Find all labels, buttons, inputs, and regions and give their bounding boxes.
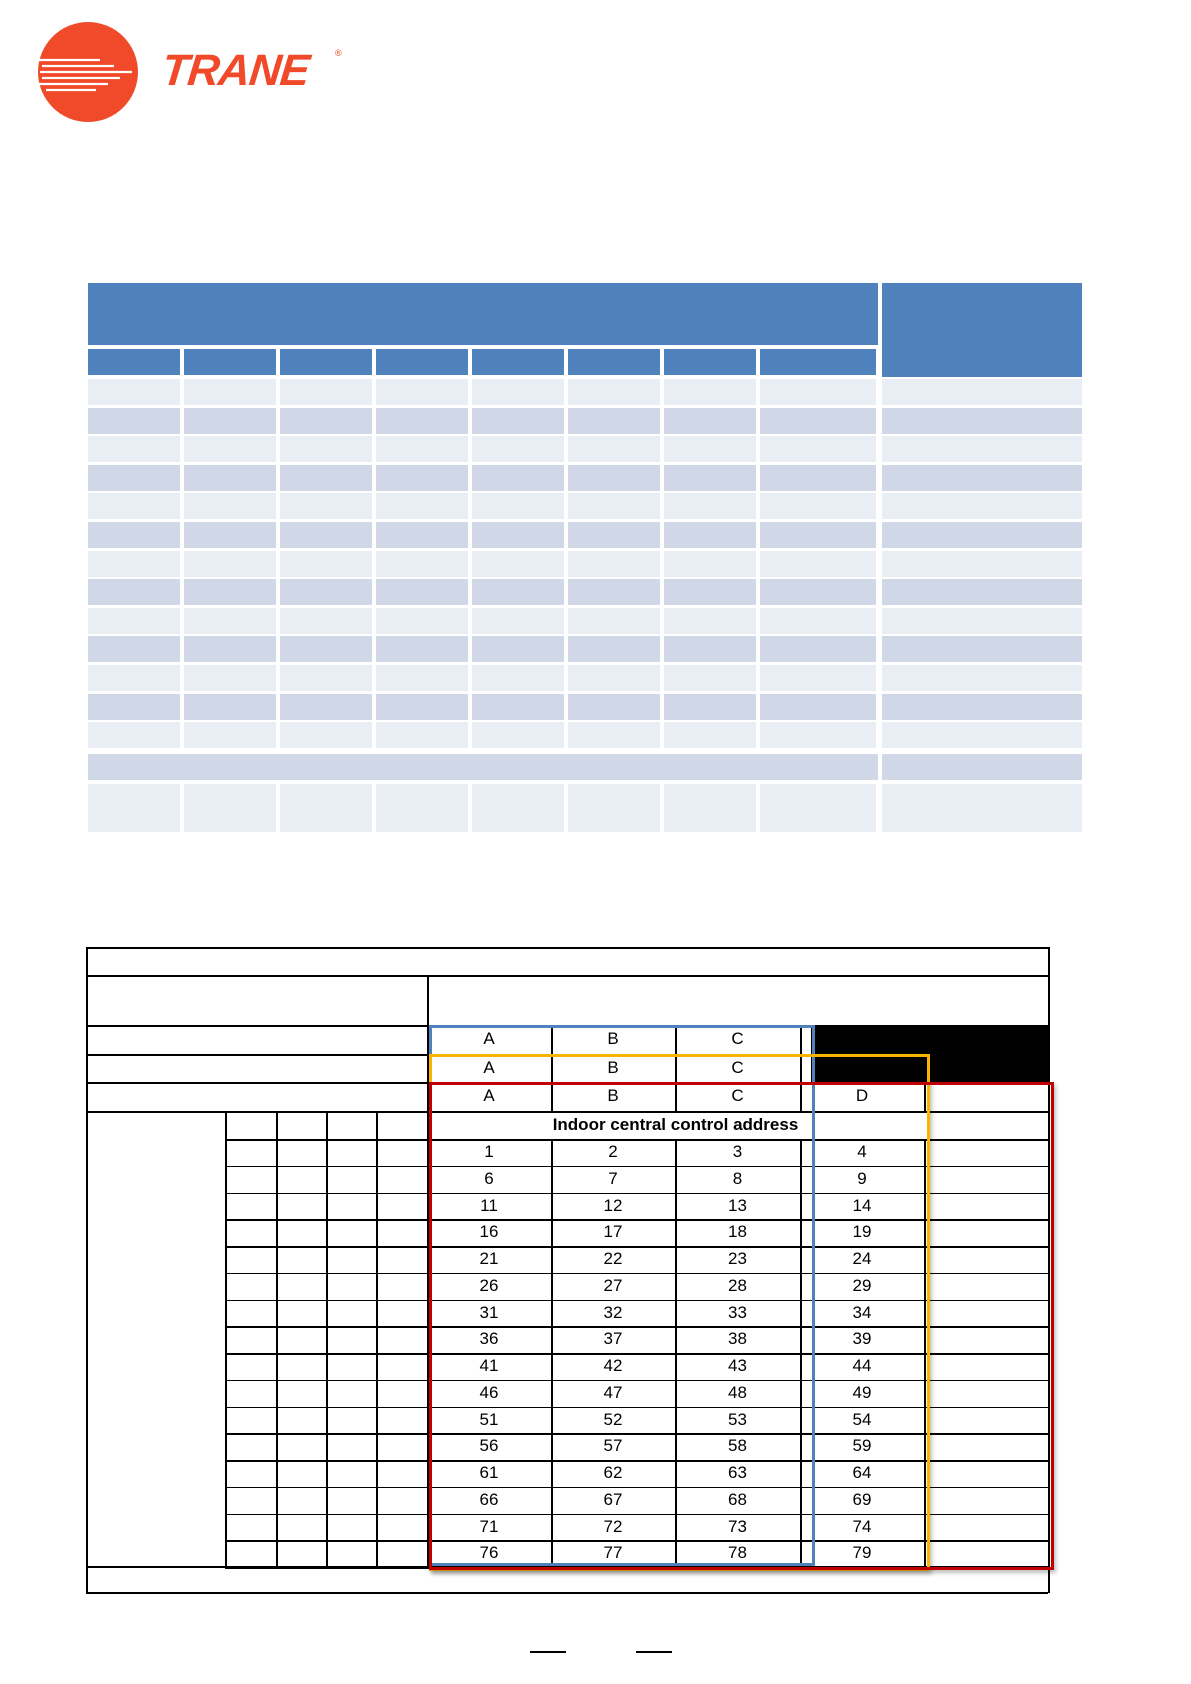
capacity-table-cell (472, 579, 564, 605)
capacity-table-cell (280, 408, 372, 434)
capacity-table-header (88, 283, 878, 345)
brand-wordmark: TRANE (159, 46, 312, 95)
address-cell: 69 (852, 1489, 872, 1509)
capacity-table-cell (184, 665, 276, 691)
row-line (86, 975, 1048, 977)
address-cell: 59 (852, 1436, 872, 1456)
address-cell: 71 (479, 1516, 499, 1536)
capacity-table-cell (88, 784, 180, 832)
capacity-table-cell (882, 522, 1082, 548)
address-cell: 38 (728, 1329, 747, 1349)
capacity-table-cell (88, 379, 180, 405)
address-cell: 31 (479, 1302, 499, 1322)
capacity-table-cell (664, 465, 756, 491)
capacity-table-cell (88, 636, 180, 662)
col-line (326, 1111, 328, 1566)
capacity-table-cell (376, 522, 468, 548)
address-cell: 7 (608, 1168, 618, 1188)
address-cell: 58 (728, 1436, 747, 1456)
address-cell: 26 (479, 1275, 499, 1295)
group-label: C (731, 1058, 744, 1077)
address-cell: 64 (852, 1463, 872, 1482)
capacity-table-cell (88, 722, 180, 748)
capacity-table-cell (184, 551, 276, 577)
address-cell: 56 (479, 1436, 499, 1456)
capacity-table-cell (760, 408, 876, 434)
capacity-table-cell (760, 694, 876, 720)
address-cell: 18 (728, 1222, 747, 1242)
capacity-table-cell (280, 608, 372, 634)
capacity-table-cell (760, 608, 876, 634)
address-cell: 8 (732, 1168, 743, 1188)
address-cell: 21 (479, 1249, 499, 1268)
capacity-table-cell (760, 636, 876, 662)
group-label: B (607, 1058, 619, 1077)
capacity-table-cell (882, 465, 1082, 491)
capacity-table-cell (280, 579, 372, 605)
address-cell: 42 (603, 1356, 623, 1375)
capacity-table-cell (664, 379, 756, 405)
group-label: A (483, 1029, 495, 1048)
address-cell: 43 (728, 1356, 747, 1375)
address-cell: 9 (857, 1168, 867, 1188)
capacity-table-cell (376, 784, 468, 832)
capacity-table-cell (760, 465, 876, 491)
capacity-table-cell (664, 722, 756, 748)
address-cell: 49 (852, 1382, 872, 1402)
group-label: A (483, 1058, 495, 1077)
address-cell: 53 (728, 1409, 747, 1429)
capacity-table-cell (664, 694, 756, 720)
registered-mark: ® (335, 48, 342, 58)
capacity-table-cell (88, 694, 180, 720)
address-cell: 41 (479, 1356, 499, 1375)
capacity-table-cell (882, 408, 1082, 434)
capacity-table-cell (376, 408, 468, 434)
capacity-table-cell (568, 579, 660, 605)
address-cell: 2 (608, 1142, 618, 1161)
capacity-table-cell (760, 436, 876, 462)
capacity-table-cell (882, 784, 1082, 832)
capacity-table-cell (568, 665, 660, 691)
capacity-table-subheader-cell (664, 349, 756, 375)
capacity-table-cell (376, 379, 468, 405)
address-cell: 74 (852, 1516, 872, 1536)
capacity-table-cell (664, 665, 756, 691)
capacity-table-cell (184, 694, 276, 720)
capacity-table-cell (472, 784, 564, 832)
capacity-table-cell (882, 608, 1082, 634)
capacity-table-cell (280, 694, 372, 720)
address-cell: 54 (852, 1409, 872, 1429)
capacity-table-cell (568, 551, 660, 577)
capacity-table-cell (664, 579, 756, 605)
address-cell: 17 (603, 1222, 623, 1242)
address-cell: 44 (852, 1356, 872, 1375)
capacity-table-cell (882, 665, 1082, 691)
address-cell: 29 (852, 1275, 872, 1295)
address-cell: 57 (603, 1436, 623, 1456)
capacity-table-summary-cell (882, 754, 1082, 780)
address-cell: 16 (479, 1222, 499, 1242)
capacity-table-cell (88, 408, 180, 434)
address-cell: 63 (728, 1463, 747, 1482)
address-cell: 4 (857, 1142, 867, 1161)
capacity-table-cell (472, 493, 564, 519)
address-cell: 6 (484, 1168, 494, 1188)
address-cell: 77 (603, 1543, 623, 1563)
capacity-table-cell (376, 579, 468, 605)
capacity-table-cell (882, 379, 1082, 405)
address-cell: 72 (603, 1516, 623, 1536)
capacity-table-cell (472, 551, 564, 577)
capacity-table-cell (882, 493, 1082, 519)
capacity-table-cell (184, 436, 276, 462)
address-cell: 3 (732, 1142, 743, 1161)
capacity-table-cell (760, 579, 876, 605)
capacity-table-cell (280, 665, 372, 691)
signature-line-left (530, 1651, 566, 1653)
capacity-table-cell (472, 379, 564, 405)
capacity-table-cell (376, 551, 468, 577)
capacity-table-cell (664, 436, 756, 462)
capacity-table-cell (376, 493, 468, 519)
capacity-table-cell (882, 636, 1082, 662)
capacity-table-cell (88, 665, 180, 691)
capacity-table-cell (184, 408, 276, 434)
capacity-table-cell (760, 379, 876, 405)
capacity-table-cell (88, 493, 180, 519)
capacity-table-cell (568, 465, 660, 491)
capacity-table-cell (760, 722, 876, 748)
address-cell: 62 (603, 1463, 623, 1482)
capacity-table-cell (568, 694, 660, 720)
table-border-top (86, 947, 1048, 949)
capacity-table-cell (184, 493, 276, 519)
capacity-table-cell (882, 436, 1082, 462)
capacity-table-cell (280, 379, 372, 405)
capacity-table-cell (280, 636, 372, 662)
address-cell: 14 (852, 1195, 872, 1215)
capacity-table-subheader-cell (568, 349, 660, 375)
address-cell: 39 (852, 1329, 872, 1349)
address-cell: 28 (728, 1275, 747, 1295)
capacity-table-cell (882, 551, 1082, 577)
group-label: A (483, 1086, 495, 1105)
capacity-table-cell (664, 636, 756, 662)
capacity-table-cell (568, 379, 660, 405)
frame-red (429, 1082, 1054, 1570)
capacity-table-cell (376, 722, 468, 748)
capacity-table-cell (376, 694, 468, 720)
capacity-table-cell (376, 636, 468, 662)
capacity-table-cell (184, 522, 276, 548)
group-label: B (607, 1086, 619, 1105)
capacity-table-cell (568, 636, 660, 662)
capacity-table-cell (184, 784, 276, 832)
address-cell: 61 (479, 1463, 499, 1482)
capacity-table-cell (568, 493, 660, 519)
capacity-table-cell (568, 408, 660, 434)
capacity-table-cell (664, 493, 756, 519)
capacity-table-cell (376, 436, 468, 462)
capacity-table-cell (664, 784, 756, 832)
capacity-table-cell (760, 551, 876, 577)
col-line (276, 1111, 278, 1566)
capacity-table-cell (568, 722, 660, 748)
address-cell: 47 (603, 1382, 623, 1402)
capacity-table-summary-row (88, 754, 878, 780)
capacity-table-subheader-cell (472, 349, 564, 375)
address-cell: 68 (728, 1489, 747, 1509)
capacity-table-cell (568, 522, 660, 548)
capacity-table-cell (472, 408, 564, 434)
capacity-table-cell (280, 465, 372, 491)
capacity-table-cell (472, 694, 564, 720)
capacity-table-cell (88, 608, 180, 634)
group-label: C (731, 1086, 744, 1105)
address-cell: 36 (479, 1329, 499, 1349)
capacity-table-cell (568, 608, 660, 634)
capacity-table-subheader-cell (184, 349, 276, 375)
capacity-table-cell (472, 465, 564, 491)
capacity-table-cell (184, 722, 276, 748)
capacity-table-cell (280, 722, 372, 748)
address-cell: 1 (484, 1142, 494, 1161)
capacity-table-cell (280, 436, 372, 462)
capacity-table-cell (882, 722, 1082, 748)
capacity-table-cell (88, 522, 180, 548)
address-cell: 37 (603, 1329, 623, 1349)
address-cell: 19 (852, 1222, 872, 1242)
capacity-table-cell (664, 608, 756, 634)
address-cell: 78 (728, 1543, 747, 1563)
table-border-bottom (86, 1592, 1048, 1594)
address-cell: 46 (479, 1382, 499, 1402)
capacity-table-cell (472, 608, 564, 634)
capacity-table-cell (88, 551, 180, 577)
capacity-table-cell (376, 465, 468, 491)
capacity-table-cell (280, 493, 372, 519)
address-cell: 23 (728, 1249, 747, 1268)
address-cell: 67 (603, 1489, 623, 1509)
capacity-table-cell (376, 665, 468, 691)
address-cell: 73 (728, 1516, 747, 1536)
capacity-table-cell (472, 722, 564, 748)
capacity-table-cell (280, 784, 372, 832)
capacity-table-cell (184, 465, 276, 491)
capacity-table-cell (760, 522, 876, 548)
capacity-table-cell (760, 493, 876, 519)
capacity-table-header-right (882, 283, 1082, 377)
capacity-table-cell (664, 408, 756, 434)
capacity-table-cell (882, 579, 1082, 605)
capacity-table-cell (472, 665, 564, 691)
capacity-table-cell (472, 636, 564, 662)
capacity-table-cell (472, 522, 564, 548)
address-cell: 32 (603, 1302, 623, 1322)
capacity-table-cell (568, 784, 660, 832)
capacity-table-cell (882, 694, 1082, 720)
capacity-table-cell (88, 436, 180, 462)
col-line (376, 1111, 378, 1566)
capacity-table-cell (568, 436, 660, 462)
address-cell: 51 (479, 1409, 499, 1429)
capacity-table-cell (88, 465, 180, 491)
address-cell: 66 (479, 1489, 499, 1509)
group-label: D (855, 1086, 869, 1105)
trane-logo-icon (36, 20, 140, 124)
capacity-table-cell (376, 608, 468, 634)
address-cell: 52 (603, 1409, 623, 1429)
capacity-table-cell (184, 636, 276, 662)
group-label: D (855, 1058, 869, 1077)
capacity-table-subheader-cell (280, 349, 372, 375)
address-cell: 13 (728, 1195, 747, 1215)
capacity-table-cell (472, 436, 564, 462)
capacity-table-cell (664, 551, 756, 577)
capacity-table-subheader-cell (88, 349, 180, 375)
capacity-table-cell (280, 522, 372, 548)
address-cell: 48 (728, 1382, 747, 1402)
capacity-table-cell (280, 551, 372, 577)
capacity-table-cell (184, 608, 276, 634)
table-border-left (86, 947, 88, 1593)
address-cell: 24 (852, 1249, 872, 1268)
capacity-table-subheader-cell (376, 349, 468, 375)
group-label: C (731, 1029, 744, 1048)
address-cell: 22 (603, 1249, 623, 1268)
signature-line-right (636, 1651, 672, 1653)
group-label: B (607, 1029, 619, 1048)
col-line (225, 1111, 227, 1566)
address-cell: 76 (479, 1543, 499, 1563)
capacity-table-subheader-cell (760, 349, 876, 375)
address-cell: 33 (728, 1302, 747, 1322)
capacity-table-cell (184, 579, 276, 605)
address-cell: 34 (852, 1302, 872, 1322)
address-cell: 79 (852, 1543, 872, 1563)
capacity-table-cell (664, 522, 756, 548)
section-title: Indoor central control address (552, 1115, 799, 1134)
address-cell: 11 (480, 1195, 498, 1215)
address-cell: 12 (603, 1195, 623, 1215)
capacity-table-cell (760, 784, 876, 832)
capacity-table-cell (184, 379, 276, 405)
capacity-table-cell (760, 665, 876, 691)
address-cell: 27 (603, 1275, 623, 1295)
capacity-table-cell (88, 579, 180, 605)
